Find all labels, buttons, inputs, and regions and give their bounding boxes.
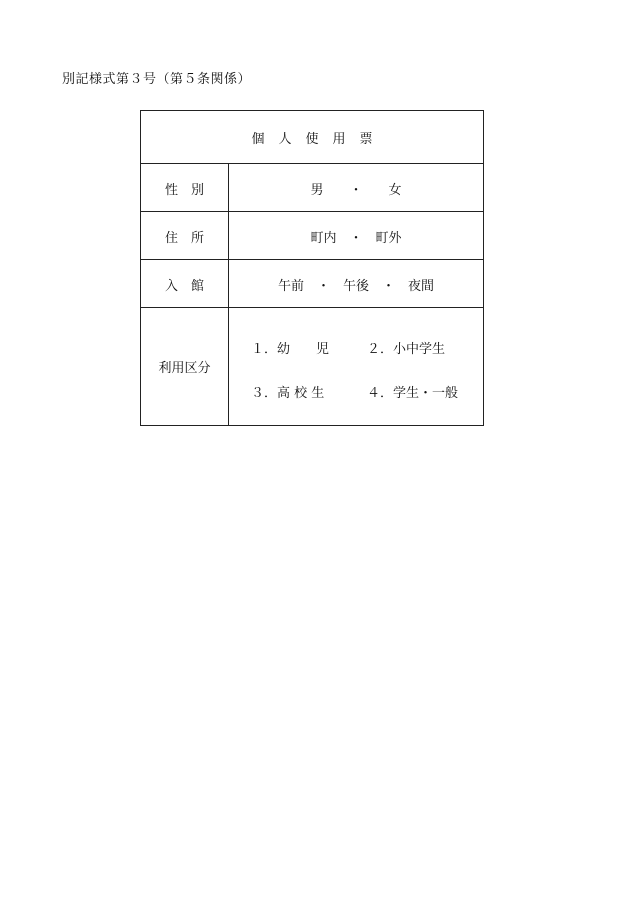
entry-label: 入 館 [141,260,229,308]
usage-category-label: 利用区分 [141,308,229,425]
entry-options: 午前 ・ 午後 ・ 夜間 [277,278,434,294]
title-row [141,111,483,163]
entry-row [141,259,483,308]
form-title: 個人使用票 [251,131,387,147]
usage-option-infant: １．幼 児 [251,342,330,357]
address-label: 住 所 [141,212,229,260]
gender-label: 性 別 [141,164,229,212]
usage-category-row [141,307,483,425]
gender-options: 男 ・ 女 [310,182,402,198]
usage-option-high-school: ３．高 校 生 [251,386,325,401]
usage-option-general: ４．学生・一般 [367,386,459,401]
usage-category-options [229,308,483,425]
form-caption: 別記様式第３号（第５条関係） [62,72,252,87]
address-options: 町内 ・ 町外 [310,230,402,246]
address-row [141,211,483,260]
usage-option-school-student: ２．小中学生 [367,342,446,357]
personal-use-form [140,110,484,426]
gender-row [141,163,483,212]
